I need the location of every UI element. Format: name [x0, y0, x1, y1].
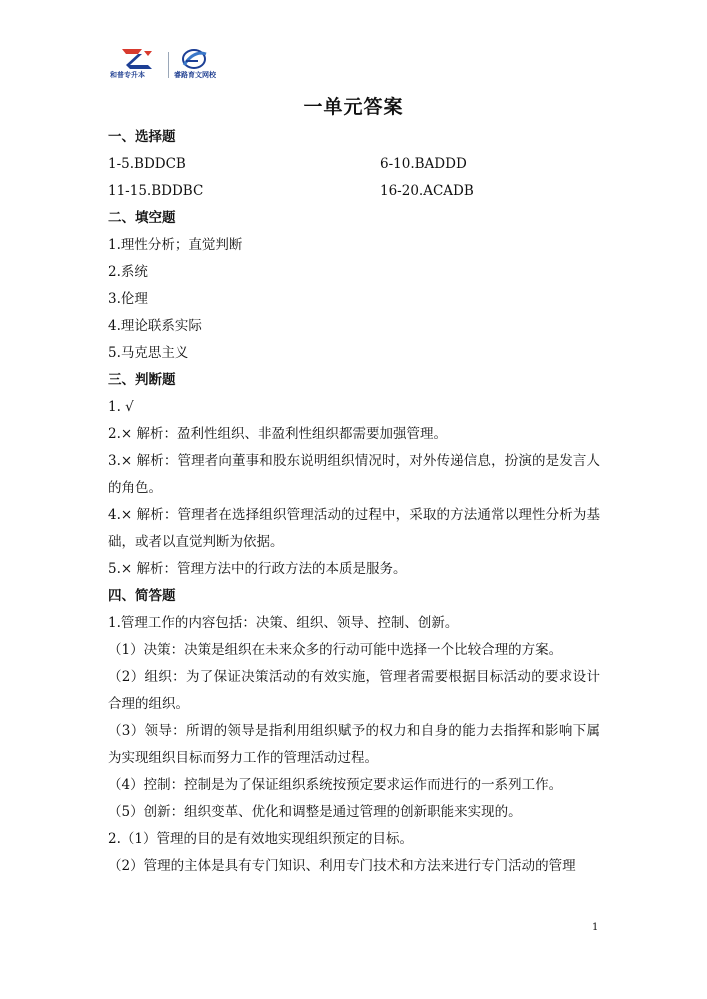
answer-paragraph: （2）管理的主体是具有专门知识、利用专门技术和方法来进行专门活动的管理 [108, 858, 576, 874]
section-heading: 二、填空题 [108, 210, 176, 226]
answer-line: 1.理性分析；直觉判断 [108, 237, 243, 253]
section-heading: 三、判断题 [108, 372, 176, 388]
answer-cell: 11-15.BDDBC [108, 183, 204, 199]
answer-paragraph: 3.× 解析：管理者向董事和股东说明组织情况时，对外传递信息，扮演的是发言人的角色。 [108, 453, 600, 496]
answer-line: 5.马克思主义 [108, 345, 189, 361]
document-body [108, 124, 600, 880]
page-title: 一单元答案 [303, 96, 404, 118]
answer-cell: 1-5.BDDCB [108, 156, 186, 172]
answer-paragraph: 2.（1）管理的目的是有效地实现组织预定的目标。 [108, 831, 413, 847]
answer-paragraph: （4）控制：控制是为了保证组织系统按预定要求运作而进行的一系列工作。 [108, 777, 563, 793]
answer-line: 4.理论联系实际 [108, 318, 202, 334]
brand-logo-left [108, 48, 166, 80]
answer-cell: 16-20.ACADB [380, 183, 474, 199]
section-heading: 四、简答题 [108, 588, 176, 604]
answer-paragraph: （1）决策：决策是组织在未来众多的行动可能中选择一个比较合理的方案。 [108, 642, 563, 658]
logo-divider [168, 52, 169, 78]
answer-row [108, 151, 600, 178]
logo-right-text: 睿路育文网校 [174, 71, 216, 79]
answer-paragraph: （3）领导：所谓的领导是指利用组织赋予的权力和自身的能力去指挥和影响下属为实现组织目标而努力工作的管理活动过程。 [108, 723, 600, 766]
header-logos [108, 48, 248, 80]
answer-cell: 6-10.BADDD [380, 156, 467, 172]
brand-logo-right [172, 48, 248, 80]
swoosh-logo-icon [172, 48, 212, 70]
answer-paragraph: 2.× 解析：盈利性组织、非盈利性组织都需要加强管理。 [108, 426, 447, 442]
answer-paragraph: 5.× 解析：管理方法中的行政方法的本质是服务。 [108, 561, 407, 577]
answer-paragraph: （5）创新：组织变革、优化和调整是通过管理的创新职能来实现的。 [108, 804, 522, 820]
answer-paragraph: 4.× 解析：管理者在选择组织管理活动的过程中，采取的方法通常以理性分析为基础，或者以直觉判断为依据。 [108, 507, 600, 550]
answer-line: 3.伦理 [108, 291, 148, 307]
answer-paragraph: （2）组织：为了保证决策活动的有效实施，管理者需要根据目标活动的要求设计合理的组织。 [108, 669, 600, 712]
section-heading: 一、选择题 [108, 129, 176, 145]
answer-row [108, 178, 600, 205]
answer-line: 2.系统 [108, 264, 148, 280]
z-logo-icon [108, 48, 166, 70]
answer-paragraph: 1.管理工作的内容包括：决策、组织、领导、控制、创新。 [108, 615, 459, 631]
page-number: 1 [592, 922, 599, 933]
answer-line: 1. √ [108, 399, 134, 415]
logo-left-text: 和普专升本 [110, 71, 145, 79]
